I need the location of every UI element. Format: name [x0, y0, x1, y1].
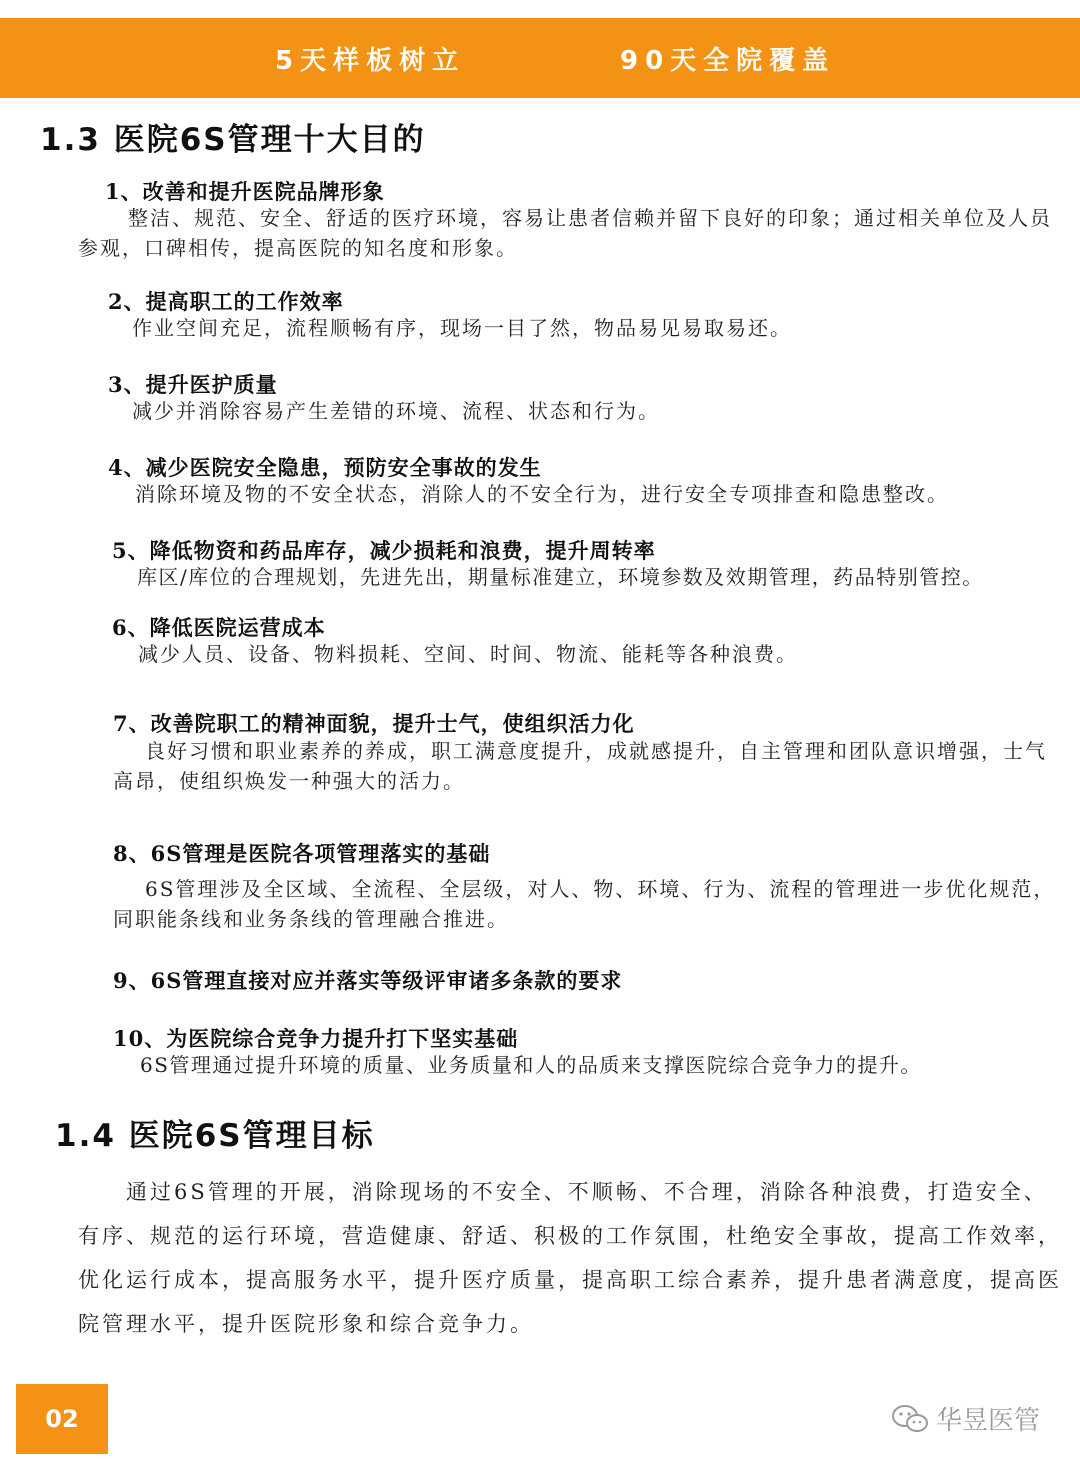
brand-name: 华昱医管 — [936, 1406, 1041, 1436]
item-title-4: 4、减少医院安全隐患，预防安全事故的发生 — [108, 455, 542, 480]
page-number-badge: 02 — [16, 1384, 108, 1454]
item-title-5: 5、降低物资和药品库存，减少损耗和浪费，提升周转率 — [112, 538, 656, 563]
item-body-1: 整洁、规范、安全、舒适的医疗环境，容易让患者信赖并留下良好的印象；通过相关单位及人员参观，口碑相传，提高医院的知名度和形象。 — [78, 206, 1052, 260]
item-body-4: 消除环境及物的不安全状态，消除人的不安全行为，进行安全专项排查和隐患整改。 — [135, 482, 949, 506]
section-heading-1-3: 1.3 医院6S管理十大目的 — [40, 122, 426, 158]
item-body-2: 作业空间充足，流程顺畅有序，现场一目了然，物品易见易取易还。 — [132, 316, 792, 340]
item-body-7: 良好习惯和职业素养的养成，职工满意度提升，成就感提升，自主管理和团队意识增强，士气高昂，使组织焕发一种强大的活力。 — [113, 739, 1047, 793]
item-title-10: 10、为医院综合竞争力提升打下坚实基础 — [113, 1026, 519, 1051]
item-body-8: 6S管理涉及全区域、全流程、全层级，对人、物、环境、行为、流程的管理进一步优化规范，同职能条线和业务条线的管理融合推进。 — [113, 877, 1056, 931]
item-body-5: 库区/库位的合理规划，先进先出，期量标准建立，环境参数及效期管理，药品特别管控。 — [137, 565, 984, 589]
item-title-9: 9、6S管理直接对应并落实等级评审诸多条款的要求 — [113, 968, 623, 993]
brand-watermark — [890, 1400, 1040, 1437]
item-title-7: 7、改善院职工的精神面貌，提升士气，使组织活力化 — [113, 711, 635, 736]
item-body-6: 减少人员、设备、物料损耗、空间、时间、物流、能耗等各种浪费。 — [138, 642, 798, 666]
item-title-8: 8、6S管理是医院各项管理落实的基础 — [113, 841, 491, 866]
wechat-icon — [890, 1403, 930, 1435]
top-banner — [0, 18, 1080, 98]
goal-paragraph: 通过6S管理的开展，消除现场的不安全、不顺畅、不合理，消除各种浪费，打造安全、有序、规范的运行环境，营造健康、舒适、积极的工作氛围，杜绝安全事故，提高工作效率，优化运行成本，提高服务水平，提升医疗质量，提高职工综合素养，提升患者满意度，提高医院管理水平，提升医院形象和综合竞争力。 — [78, 1180, 1062, 1336]
item-title-2: 2、提高职工的工作效率 — [108, 289, 344, 314]
banner-left-text: 5天样板树立 — [275, 46, 466, 76]
item-body-3: 减少并消除容易产生差错的环境、流程、状态和行为。 — [132, 399, 660, 423]
section-heading-1-4: 1.4 医院6S管理目标 — [55, 1118, 375, 1154]
item-title-6: 6、降低医院运营成本 — [112, 615, 326, 640]
banner-right-text: 90天全院覆盖 — [620, 46, 836, 76]
item-title-3: 3、提升医护质量 — [108, 372, 278, 397]
item-body-10: 6S管理通过提升环境的质量、业务质量和人的品质来支撑医院综合竞争力的提升。 — [140, 1053, 922, 1077]
item-title-1: 1、改善和提升医院品牌形象 — [105, 179, 385, 204]
